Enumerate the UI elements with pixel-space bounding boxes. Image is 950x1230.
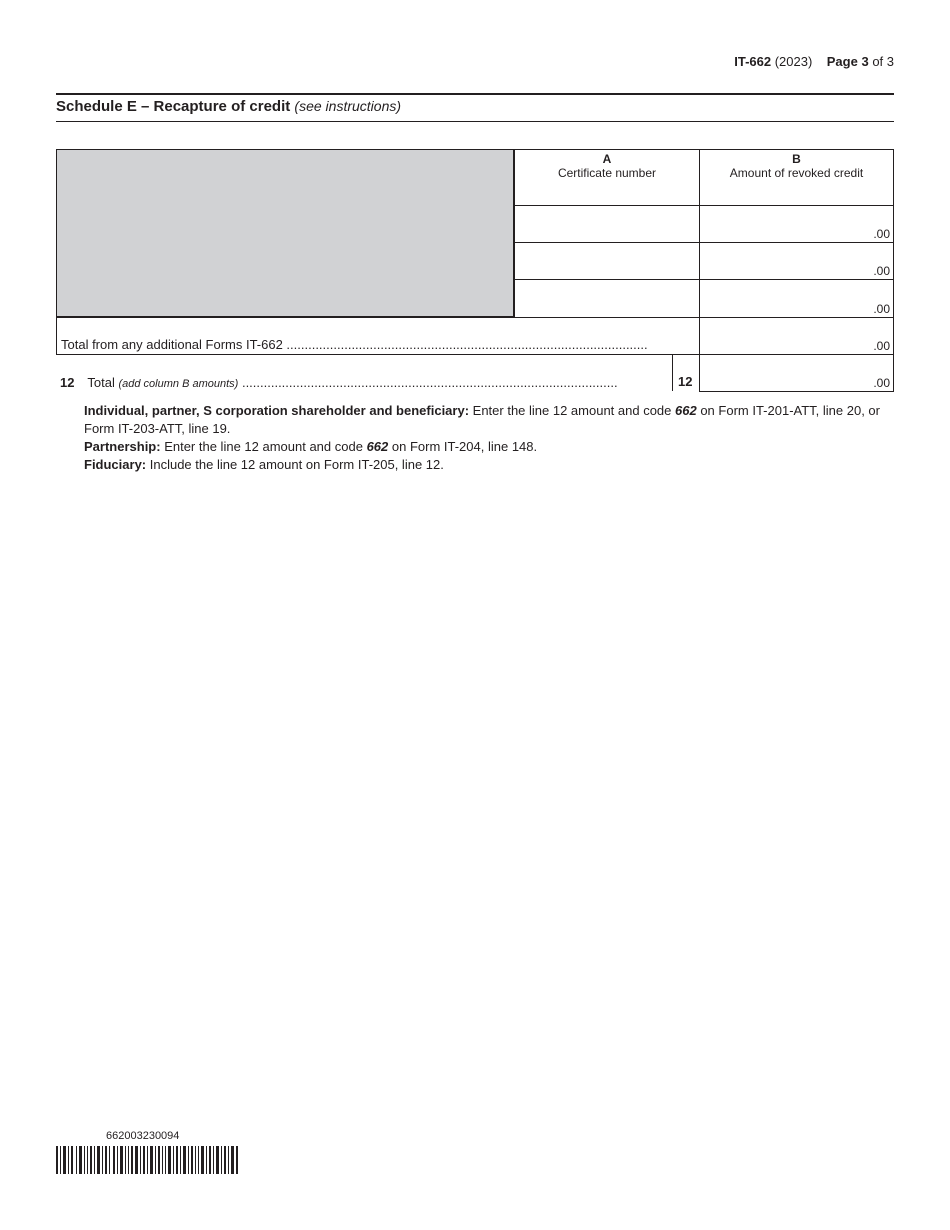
page-label: Page	[826, 54, 858, 69]
cents-label: .00	[873, 227, 890, 241]
line-12-total-input[interactable]	[699, 354, 894, 392]
page-header	[734, 54, 894, 69]
column-a-label: Certificate number	[557, 166, 657, 180]
divider-bottom	[56, 121, 894, 122]
additional-forms-amount-input[interactable]	[699, 317, 894, 355]
column-a-header	[514, 149, 700, 206]
barcode-number: 662003230094	[106, 1130, 180, 1142]
instruction-fiduciary: Fiduciary: Include the line 12 amount on Form IT-205, line 12.	[84, 457, 444, 472]
certificate-number-input[interactable]	[514, 279, 700, 318]
column-b-header	[699, 149, 894, 206]
additional-forms-row	[56, 317, 700, 355]
barcode-icon	[56, 1146, 240, 1174]
cents-label: .00	[873, 339, 890, 353]
line-number: 12	[60, 375, 75, 390]
schedule-note: (see instructions)	[294, 98, 402, 114]
shaded-area	[56, 149, 514, 317]
additional-forms-label: Total from any additional Forms IT-662 ....................................................................................................	[61, 337, 648, 352]
line-label: Total	[87, 375, 115, 390]
cents-label: .00	[873, 302, 890, 316]
instruction-partnership: Partnership: Enter the line 12 amount and code 662 on Form IT-204, line 148.	[84, 439, 538, 454]
divider-top	[56, 93, 894, 95]
column-a-letter: A	[602, 152, 612, 166]
certificate-number-input[interactable]	[514, 205, 700, 243]
form-year: (2023)	[774, 54, 813, 69]
schedule-title: Schedule E – Recapture of credit (see instructions)	[56, 98, 402, 115]
column-b-label: Amount of revoked credit	[729, 166, 864, 180]
cents-label: .00	[873, 376, 890, 390]
line-note: (add column B amounts)	[118, 378, 239, 390]
form-id: IT-662	[734, 54, 772, 69]
line-12-box-label: 12	[672, 354, 700, 391]
revoked-credit-input[interactable]	[699, 205, 894, 243]
certificate-number-input[interactable]	[514, 242, 700, 280]
revoked-credit-input[interactable]	[699, 242, 894, 280]
instructions	[84, 402, 894, 474]
line-12	[60, 375, 618, 390]
page-of: of 3	[872, 54, 894, 69]
cents-label: .00	[873, 264, 890, 278]
leader-dots: ........................................................................................................	[241, 375, 618, 390]
revoked-credit-input[interactable]	[699, 279, 894, 318]
instruction-individual: Individual, partner, S corporation shareholder and beneficiary: Enter the line 12 amount and code 662 on Form IT-201-ATT, line 20, or Form IT-203-ATT, line 19.	[84, 403, 880, 436]
column-b-letter: B	[792, 152, 801, 166]
page-number: 3	[861, 54, 869, 69]
